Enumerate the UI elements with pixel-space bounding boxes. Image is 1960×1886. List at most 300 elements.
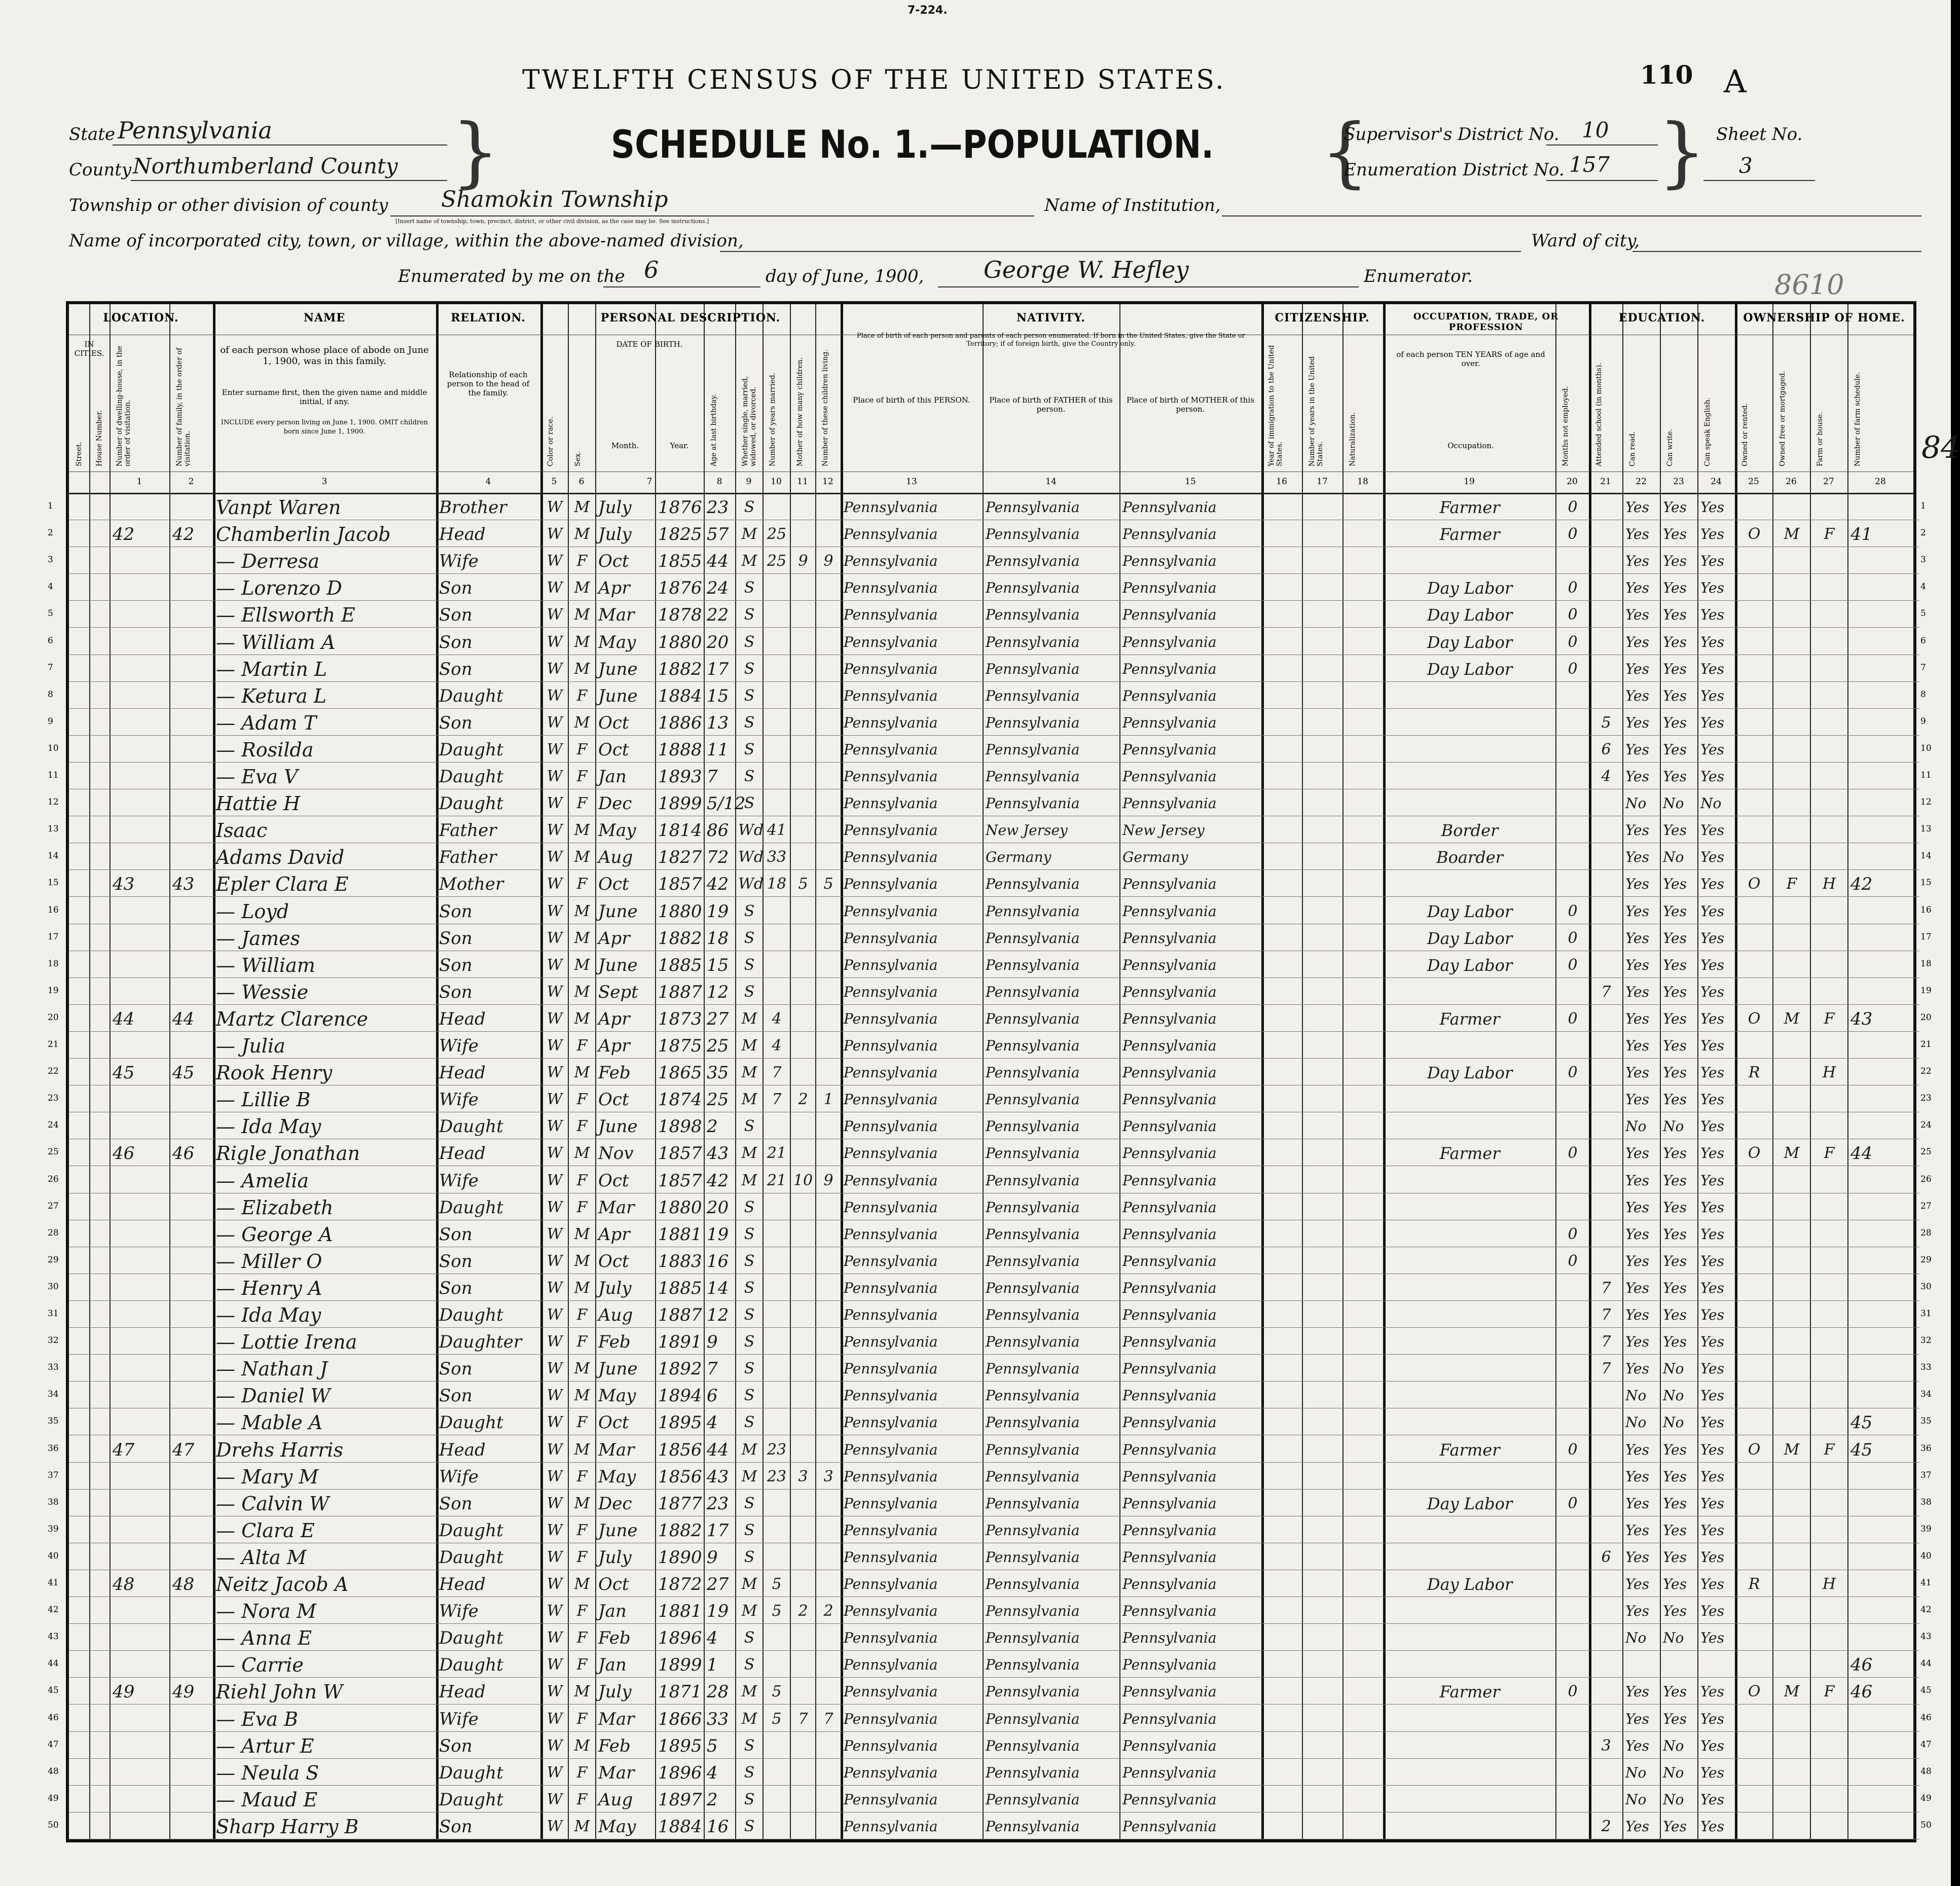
cell-own: [1738, 576, 1770, 600]
cell-col: W: [547, 552, 563, 570]
cell-mon: June: [598, 685, 638, 706]
cell-wr: Yes: [1663, 499, 1687, 516]
line-number-right: 47: [1920, 1739, 1932, 1750]
cell-name: Drehs Harris: [216, 1438, 343, 1461]
table-row: [48, 655, 1926, 682]
cell-yr: 1899: [658, 793, 702, 814]
cell-fh: [1813, 711, 1845, 735]
enumeration-label: Enumeration District No.: [1344, 160, 1565, 180]
cell-fs: [1850, 1573, 1911, 1596]
cell-mc: 5: [798, 875, 808, 893]
col-header-can-read: Can read.: [1628, 431, 1637, 466]
line-number: 38: [48, 1497, 59, 1507]
cell-ne: [1558, 1357, 1587, 1381]
cell-ne: [1558, 1088, 1587, 1111]
cell-mon: Feb: [598, 1332, 631, 1353]
cell-ne: [1558, 738, 1587, 761]
line-number: 21: [48, 1039, 59, 1049]
cell-rel: Daught: [439, 767, 503, 787]
cell-ym: [766, 1250, 788, 1273]
cell-ym: 5: [772, 1683, 782, 1701]
cell-name: — Rosilda: [216, 738, 314, 761]
state-value: Pennsylvania: [118, 117, 272, 144]
cell-ms: S: [744, 1252, 755, 1270]
cell-name: — Nora M: [216, 1600, 317, 1623]
cell-en: Yes: [1700, 1791, 1724, 1808]
line-number: 36: [48, 1443, 59, 1454]
cell-own: O: [1748, 1683, 1761, 1701]
cell-age: 33: [707, 1709, 729, 1729]
cell-bm: Pennsylvania: [1122, 1064, 1217, 1081]
cell-age: 20: [707, 1197, 729, 1218]
cell-age: 22: [707, 605, 729, 626]
cell-ym: [766, 1115, 788, 1138]
table-row: [48, 1274, 1932, 1301]
cell-sex: M: [574, 1683, 590, 1701]
cell-bp: Pennsylvania: [844, 1199, 938, 1216]
cell-bm: Pennsylvania: [1122, 1360, 1217, 1377]
cell-ym: [766, 927, 788, 950]
cell-ym: [766, 1384, 788, 1407]
cell-fh: [1813, 1734, 1845, 1758]
line-number: 50: [48, 1820, 59, 1830]
cell-sch: [1592, 873, 1620, 896]
cell-rel: Son: [439, 955, 473, 975]
cell-sch: 2: [1601, 1817, 1611, 1835]
cell-fh: [1813, 631, 1845, 654]
cell-col: W: [547, 1602, 563, 1620]
cell-mon: Aug: [598, 847, 633, 868]
cell-age: 44: [707, 1439, 729, 1460]
cell-mon: Oct: [598, 1170, 629, 1191]
cell-col: W: [547, 686, 563, 705]
cell-sex: M: [574, 1817, 590, 1835]
col-header-immigration: Year of immigration to the United States.: [1267, 345, 1284, 466]
cell-dw: [113, 603, 167, 627]
cell-bm: Pennsylvania: [1122, 579, 1217, 597]
line-number: 11: [48, 770, 59, 780]
cell-dw: [113, 1519, 167, 1542]
cell-bp: Pennsylvania: [844, 983, 938, 1000]
cell-sch: [1592, 792, 1620, 815]
cell-cl: [818, 1788, 839, 1811]
cell-bp: Pennsylvania: [844, 1118, 938, 1135]
cell-fr: [1775, 1034, 1808, 1058]
cell-rd: Yes: [1625, 822, 1649, 839]
cell-ym: 4: [772, 1009, 782, 1028]
cell-en: Yes: [1700, 606, 1724, 624]
cell-occ: Border: [1441, 821, 1499, 841]
line-number-right: 50: [1920, 1820, 1932, 1830]
cell-mon: June: [598, 1520, 638, 1541]
cell-bf: Pennsylvania: [986, 1441, 1080, 1458]
cell-col: W: [547, 1736, 563, 1755]
cell-bf: Germany: [986, 849, 1051, 866]
cell-fr: [1775, 1088, 1808, 1111]
cell-ym: [766, 738, 788, 761]
cell-wr: Yes: [1663, 1279, 1687, 1296]
cell-own: [1738, 1411, 1770, 1434]
cell-ym: [766, 1411, 788, 1434]
cell-fs: 46: [1850, 1682, 1873, 1702]
cell-own: R: [1748, 1575, 1760, 1593]
cell-sch: [1592, 658, 1620, 681]
cell-fm: 43: [172, 874, 195, 895]
cell-fr: [1775, 1546, 1808, 1569]
cell-col: W: [547, 1091, 563, 1109]
cell-fs: [1850, 1196, 1911, 1219]
cell-fr: F: [1786, 875, 1797, 893]
cell-bm: Pennsylvania: [1122, 1279, 1217, 1296]
cell-wr: Yes: [1663, 1683, 1687, 1700]
cell-bp: Pennsylvania: [844, 1764, 938, 1781]
cell-en: Yes: [1700, 1576, 1724, 1592]
cell-bp: Pennsylvania: [844, 1252, 938, 1270]
cell-fm: [172, 684, 211, 708]
cell-rd: Yes: [1625, 1521, 1649, 1539]
cell-yr: 1890: [658, 1547, 702, 1568]
cell-rd: Yes: [1625, 1010, 1649, 1027]
table-row: [48, 1112, 1932, 1139]
cell-ms: S: [744, 956, 755, 974]
cell-mon: Aug: [598, 1305, 633, 1325]
table-row: [48, 547, 1926, 574]
cell-en: Yes: [1700, 579, 1724, 597]
form-number: 7-224.: [908, 4, 948, 17]
cell-fr: [1775, 1303, 1808, 1327]
cell-fr: M: [1784, 1144, 1800, 1163]
cell-mc: [793, 1061, 813, 1084]
cell-age: 7: [707, 767, 718, 787]
cell-fr: [1775, 1465, 1808, 1489]
cell-rd: Yes: [1625, 499, 1649, 516]
cell-ms: S: [744, 740, 755, 758]
cell-rel: Son: [439, 901, 473, 922]
cell-yr: 1880: [658, 1197, 702, 1218]
table-row: [48, 1650, 1932, 1678]
cell-ne: [1558, 1169, 1587, 1192]
occupation-description: of each person TEN YEARS of age and over.: [1396, 350, 1545, 368]
cell-cl: [818, 1492, 839, 1515]
column-group-6: OCCUPATION, TRADE, OR PROFESSION: [1413, 311, 1559, 333]
cell-bp: Pennsylvania: [844, 1791, 938, 1808]
cell-occ: [1386, 1277, 1553, 1300]
cell-age: 4: [707, 1762, 718, 1783]
line-number: 30: [48, 1281, 59, 1292]
cell-occ: [1386, 1357, 1553, 1381]
line-number: 12: [48, 797, 59, 808]
cell-own: O: [1748, 525, 1761, 543]
cell-ms: S: [744, 902, 755, 920]
cell-bf: Pennsylvania: [986, 1791, 1080, 1808]
col-header-dwelling: Number of dwelling-house, in the order of visitation.: [116, 345, 132, 466]
cell-own: O: [1748, 1009, 1761, 1028]
cell-sex: M: [574, 821, 590, 840]
table-row: [48, 897, 1932, 924]
cell-dw: [113, 684, 167, 708]
cell-mc: [793, 1007, 813, 1031]
cell-fm: [172, 1115, 211, 1138]
cell-mon: May: [598, 1386, 636, 1406]
cell-mc: [793, 1734, 813, 1758]
cell-ne: [1558, 1761, 1587, 1785]
cell-age: 42: [707, 874, 729, 895]
cell-col: W: [547, 929, 563, 947]
cell-fh: [1813, 846, 1845, 869]
cell-bm: Pennsylvania: [1122, 741, 1217, 758]
cell-age: 12: [707, 982, 729, 1002]
cell-bp: Pennsylvania: [844, 1064, 938, 1081]
cell-mc: [793, 900, 813, 923]
cell-cl: [818, 1761, 839, 1785]
cell-rel: Daught: [439, 1655, 503, 1676]
cell-name: — William: [216, 954, 315, 976]
cell-yr: 1873: [658, 1008, 702, 1029]
cell-fs: [1850, 1223, 1911, 1246]
cell-rel: Son: [439, 1278, 473, 1298]
cell-cl: [818, 1277, 839, 1300]
cell-fs: 46: [1850, 1655, 1873, 1676]
cell-mon: May: [598, 1466, 636, 1487]
cell-occ: [1386, 1411, 1553, 1434]
cell-name: — Derresa: [216, 550, 320, 573]
cell-en: Yes: [1700, 1441, 1724, 1458]
cell-rel: Daught: [439, 1789, 503, 1810]
cell-name: — Alta M: [216, 1546, 307, 1569]
cell-own: [1738, 1034, 1770, 1058]
line-number-right: 26: [1920, 1174, 1932, 1184]
cell-age: 13: [707, 712, 729, 733]
cell-cl: 7: [823, 1710, 833, 1728]
cell-fh: H: [1822, 1064, 1836, 1082]
cell-ne: 0: [1568, 1144, 1578, 1163]
cell-rel: Wife: [439, 1036, 479, 1056]
cell-bm: Pennsylvania: [1122, 1172, 1217, 1189]
table-row: [48, 1166, 1932, 1193]
cell-bm: Pennsylvania: [1122, 660, 1217, 677]
cell-own: O: [1748, 875, 1761, 893]
cell-bp: Pennsylvania: [844, 1010, 938, 1027]
cell-mc: [793, 1438, 813, 1462]
line-number-right: 43: [1920, 1631, 1932, 1642]
line-number: 4: [48, 582, 53, 592]
col-header-naturalization: Naturalization.: [1349, 412, 1357, 466]
cell-occ: [1386, 792, 1553, 815]
state-label: State: [69, 124, 116, 144]
cell-fh: [1813, 1250, 1845, 1273]
cell-rel: Wife: [439, 1170, 479, 1191]
cell-sch: 6: [1601, 740, 1611, 758]
cell-mon: Oct: [598, 739, 629, 760]
cell-sch: [1592, 1250, 1620, 1273]
cell-fm: 45: [172, 1063, 195, 1083]
cell-rd: Yes: [1625, 1495, 1649, 1512]
cell-fm: 44: [172, 1008, 195, 1029]
cell-occ: [1386, 1788, 1553, 1811]
cell-ms: S: [744, 1790, 755, 1808]
cell-wr: Yes: [1663, 1252, 1687, 1270]
cell-bm: Pennsylvania: [1122, 1387, 1217, 1404]
cell-name: — William A: [216, 631, 336, 654]
cell-fr: [1775, 1653, 1808, 1677]
line-number-right: 1: [1920, 501, 1926, 511]
birth-mother-header: Place of birth of MOTHER of this person.: [1127, 395, 1254, 414]
cell-mc: [793, 927, 813, 950]
cell-rd: Yes: [1625, 1710, 1649, 1727]
cell-ne: 0: [1568, 929, 1578, 947]
line-number: 47: [48, 1739, 59, 1750]
cell-en: Yes: [1700, 660, 1724, 677]
cell-fr: [1775, 1734, 1808, 1758]
cell-en: Yes: [1700, 1091, 1724, 1108]
cell-cl: [818, 765, 839, 788]
cell-en: Yes: [1700, 1414, 1724, 1431]
cell-ms: S: [744, 606, 755, 624]
cell-cl: [818, 1573, 839, 1596]
cell-sch: 7: [1601, 1360, 1611, 1378]
cell-bm: Pennsylvania: [1122, 526, 1217, 543]
cell-dw: [113, 550, 167, 573]
cell-yr: 1895: [658, 1412, 702, 1433]
cell-occ: Farmer: [1439, 525, 1500, 545]
column-group-3: PERSONAL DESCRIPTION.: [600, 311, 781, 324]
cell-bm: Pennsylvania: [1122, 1225, 1217, 1243]
cell-bf: Pennsylvania: [986, 1656, 1080, 1674]
column-number: 17: [1317, 477, 1328, 487]
cell-dw: [113, 1250, 167, 1273]
cell-mon: July: [598, 1682, 632, 1702]
line-number-right: 14: [1920, 851, 1932, 861]
cell-bm: Pennsylvania: [1122, 606, 1217, 624]
cell-fs: [1850, 846, 1911, 869]
cell-own: [1738, 1788, 1770, 1811]
col-header-attended-school: Attended school (in months).: [1595, 362, 1603, 466]
cell-fm: [172, 631, 211, 654]
column-number: 20: [1567, 477, 1578, 487]
cell-yr: 1878: [658, 605, 702, 626]
cell-fr: M: [1784, 1009, 1800, 1028]
cell-rd: Yes: [1625, 1441, 1649, 1458]
cell-en: Yes: [1700, 1225, 1724, 1243]
cell-sex: F: [576, 1629, 588, 1647]
cell-fm: [172, 550, 211, 573]
cell-en: Yes: [1700, 1064, 1724, 1081]
cell-ym: [766, 1357, 788, 1381]
cell-occ: [1386, 1708, 1553, 1731]
cell-fs: [1850, 1250, 1911, 1273]
cell-own: [1738, 900, 1770, 923]
cell-fr: [1775, 1330, 1808, 1354]
cell-fm: [172, 1653, 211, 1677]
table-row: [48, 1758, 1932, 1786]
table-row: [48, 1570, 1932, 1597]
cell-cl: [818, 1142, 839, 1165]
line-number-right: 35: [1920, 1416, 1932, 1427]
line-number-right: 40: [1920, 1550, 1932, 1561]
cell-rd: Yes: [1625, 1064, 1649, 1081]
col-header-years-married: Number of years married.: [769, 372, 777, 466]
line-number: 48: [48, 1766, 59, 1776]
cell-cl: [818, 1115, 839, 1138]
cell-fh: [1813, 1169, 1845, 1192]
cell-sch: [1592, 1492, 1620, 1515]
table-row: [48, 762, 1932, 789]
cell-rd: Yes: [1625, 579, 1649, 597]
col-header-marital: Whether single, married, widowed, or divorced.: [741, 376, 757, 466]
cell-name: — Elizabeth: [216, 1196, 334, 1219]
cell-sch: [1592, 1411, 1620, 1434]
in-cities-header: IN CITIES.: [74, 340, 104, 358]
sheet-value: 3: [1739, 153, 1753, 178]
cell-fr: [1775, 765, 1808, 788]
cell-wr: Yes: [1663, 768, 1687, 785]
cell-rd: No: [1625, 1118, 1647, 1135]
cell-age: 17: [707, 1520, 729, 1541]
township-note: [Insert name of township, town, precinct, district, or other civil division, as the case may be. See instructions.]: [395, 218, 709, 225]
cell-age: 7: [707, 1359, 718, 1380]
cell-ms: S: [744, 633, 755, 651]
col-header-street: Street.: [75, 442, 83, 466]
table-row: [48, 681, 1926, 709]
cell-rd: Yes: [1625, 1225, 1649, 1243]
cell-yr: 1882: [658, 1520, 702, 1541]
nativity-description: Place of birth of each person and parents of each person enumerated. If born in the United States, give the State or Territory; if of foreign birth, give the Country only.: [857, 332, 1245, 348]
cell-occ: [1386, 1196, 1553, 1219]
cell-cl: 1: [823, 1091, 833, 1109]
cell-ms: S: [744, 1656, 755, 1674]
cell-ne: 0: [1568, 660, 1578, 678]
cell-rel: Daught: [439, 1197, 503, 1218]
cell-fr: M: [1784, 1683, 1800, 1701]
cell-ne: [1558, 1115, 1587, 1138]
cell-en: Yes: [1700, 1629, 1724, 1647]
cell-mon: Mar: [598, 1197, 635, 1218]
cell-yr: 1895: [658, 1735, 702, 1756]
cell-sch: [1592, 1034, 1620, 1058]
column-number: 18: [1357, 477, 1368, 487]
column-number: 7: [646, 477, 652, 487]
line-number-right: 48: [1920, 1766, 1932, 1776]
cell-bm: Pennsylvania: [1122, 1521, 1217, 1539]
cell-en: Yes: [1700, 1172, 1724, 1189]
column-number: 24: [1711, 477, 1722, 487]
cell-mc: [793, 631, 813, 654]
cell-mc: 2: [798, 1602, 808, 1620]
cell-rd: Yes: [1625, 929, 1649, 947]
line-number-right: 34: [1920, 1389, 1932, 1400]
line-number-right: 3: [1920, 555, 1926, 565]
cell-sex: M: [574, 1387, 590, 1405]
enumerator-label: Enumerator.: [1364, 266, 1473, 286]
cell-fs: 41: [1850, 524, 1873, 545]
cell-yr: 1885: [658, 1278, 702, 1298]
cell-bm: Pennsylvania: [1122, 1252, 1217, 1270]
cell-en: Yes: [1700, 687, 1724, 704]
cell-ms: S: [744, 1198, 755, 1216]
cell-col: W: [547, 902, 563, 920]
column-group-4: NATIVITY.: [1017, 311, 1085, 324]
cell-bm: Pennsylvania: [1122, 902, 1217, 920]
cell-mc: [793, 1761, 813, 1785]
cell-bp: Pennsylvania: [844, 1710, 938, 1727]
cell-yr: 1899: [658, 1655, 702, 1676]
cell-fs: [1850, 631, 1911, 654]
cell-age: 14: [707, 1278, 729, 1298]
cell-dw: [113, 1223, 167, 1246]
cell-own: R: [1748, 1064, 1760, 1082]
cell-bp: Pennsylvania: [844, 1333, 938, 1351]
cell-ms: M: [741, 1710, 757, 1728]
